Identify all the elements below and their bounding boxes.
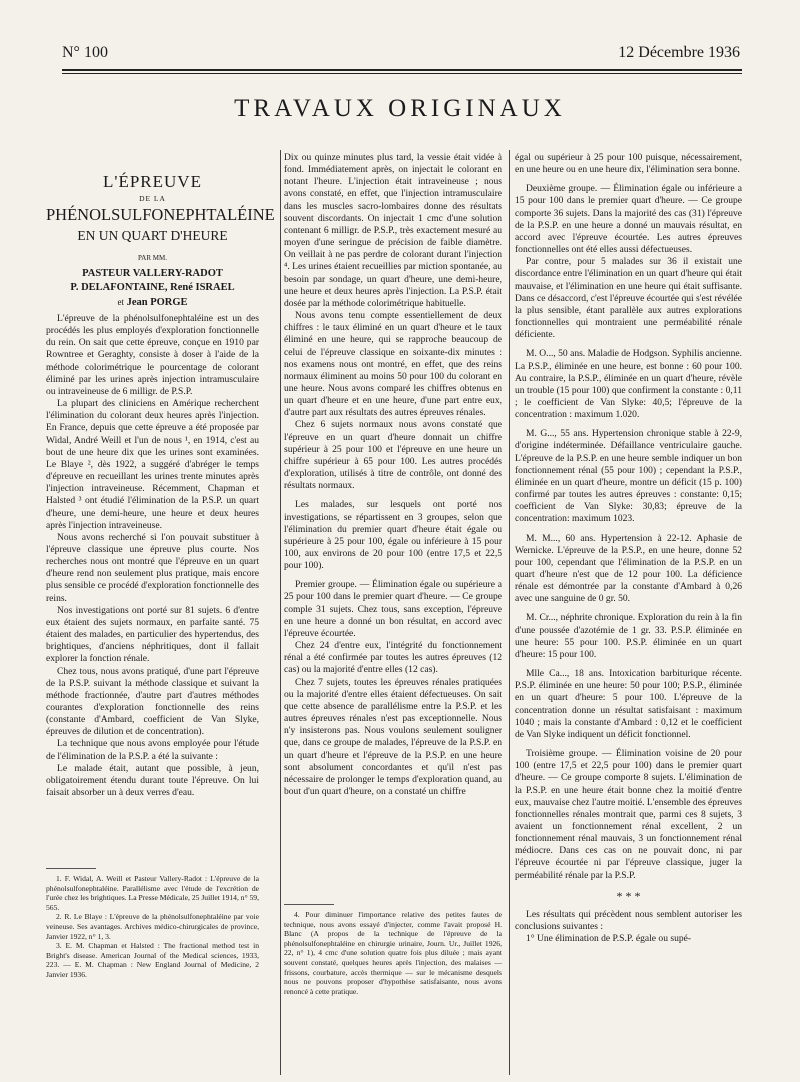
- authors: [46, 267, 259, 310]
- paragraph: Nous avons tenu compte essentiellement de deux chiffres : le taux éliminé en un quart d'heure et le taux éliminé en une heure, qui se rapproche beaucoup de celui de l'épreuve classique en soixante-dix minutes : nos examens nous ont montré, en effet, que des reins normaux éliminent au moins 50 pour 100 du colorant en une heure. Nous avons comparé les chiffres obtenus en un quart d'heure et en une heure, d'une part entre eux, d'autre part aux résultats des autres épreuves rénales.: [284, 310, 502, 419]
- header-rule-thin: [62, 73, 742, 74]
- section-title: TRAVAUX ORIGINAUX: [234, 95, 566, 122]
- paragraph: La technique que nous avons employée pour l'étude de l'élimination de la P.S.P. a été la suivante :: [46, 738, 259, 762]
- column-divider-1: [280, 150, 281, 1075]
- paragraph: L'épreuve de la phénolsulfonephtaléine est un des procédés les plus employés d'exploration fonctionnelle du rein. On sait que cette épreuve, conçue en 1910 par Rowntree et Geraghty, consiste à doser à l'aide de la méthode colorimétrique le pourcentage de colorant éliminé par les urines après injection intramusculaire ou intraveineuse de 6 milligr. de P.S.P.: [46, 313, 259, 397]
- paragraph: Chez tous, nous avons pratiqué, d'une part l'épreuve de la P.S.P. suivant la méthode classique et suivant la méthode fractionnée, d'autre part d'autres méthodes courantes d'exploration fonctionnelle des reins (constante d'Ambard, coefficient de Van Slyke, épreuves de dilution et de concentration).: [46, 665, 259, 738]
- header-rule: [62, 69, 742, 71]
- paragraph: Chez 24 d'entre eux, l'intégrité du fonctionnement rénal a été confirmée par toutes les autres épreuves (12 cas) ou la majorité d'entre elles (12 cas).: [284, 640, 502, 676]
- paragraph: Premier groupe. — Élimination égale ou supérieure a 25 pour 100 dans le premier quart d'heure. — Ce groupe comple 31 sujets. Chez tous, sans exception, l'épreuve en une heure a donné un bon résultat, en accord avec l'épreuve écourtée.: [284, 579, 502, 639]
- title-line3: EN UN QUART D'HEURE: [77, 228, 228, 243]
- paragraph: Nos investigations ont porté sur 81 sujets. 6 d'entre eux étaient des sujets normaux, en parfaite santé. 75 étaient des malades, en particulier des hypertendus, des brightiques, d'anciens néphritiques, dont il fallait explorer la fonction rénale.: [46, 604, 259, 665]
- paragraph: Par contre, pour 5 malades sur 36 il existait une discordance entre l'élimination en un quart d'heure qui était mauvaise, et l'élimination en une heure qui était suffisante. Dans ce désaccord, c'est l'épreuve écourtée qui s'est révélée la plus sensible, étant parallèle aux autres explorations fonctionnelles qui montraient une perméabilité rénale déficiente.: [515, 256, 743, 341]
- footnote-rule: [46, 868, 96, 869]
- paragraph: Deuxième groupe. — Élimination égale ou inférieure a 15 pour 100 dans le premier quart d'heure. — Ce groupe comporte 36 sujets. Dans la majorité des cas (31) l'épreuve de la P.S.P. en une heure a donné un mauvais résultat, en accord avec l'épreuve écourtée. Les autres épreuves fonctionnelles ont été elles aussi défectueuses.: [515, 183, 742, 256]
- paragraph: Les résultats qui précèdent nous semblent autoriser les conclusions suivantes :: [515, 908, 742, 932]
- footnotes-column-1: [46, 874, 259, 980]
- title-line1: L'ÉPREUVE: [103, 172, 202, 191]
- section-stars: * * *: [616, 888, 641, 903]
- paragraph: Mlle Ca..., 18 ans. Intoxication barbiturique récente. P.S.P. éliminée en une heure: 50 pour 100; P.S.P., éliminée en un quart d'heure: 5 pour 100. L'épreuve de la concentration donne un résultat satisfaisant : maximum 1040 ; mais la constante d'Ambard : 0,12 et le coefficient de Van Slyke indiquent un déficit fonctionnel.: [515, 668, 742, 740]
- footnote: 4. Pour diminuer l'importance relative des petites fautes de technique, nous avons essayé d'injecter, comme l'avait proposé H. Blanc (A propos de la technique de l'épreuve de la phénolsulfonephtaléine en chirurgie urinaire, Journ. Ur., Juillet 1926, 22, n° 1), 4 cmc d'une solution quatre fois plus diluée ; mais ayant souvent constaté, quelques heures après l'injection, des malaises — frissons, courbature, accès thermique — sur le mécanisme desquels nous ne pouvons proposer d'hypothèse satisfaisante, nous avons renoncé à cette pratique.: [284, 910, 502, 996]
- paragraph: Troisième groupe. — Élimination voisine de 20 pour 100 (entre 17,5 et 22,5 pour 100) dans le premier quart d'heure. — Ce groupe comporte 8 sujets. L'élimination de la P.S.P. en une heure était bonne chez la moitié d'entre eux, mauvaise chez l'autre moitié. L'ensemble des épreuves fonctionnelles rénales montrait que, parmi ces 8 sujets, 3 avaient un fonctionnement rénal excellent, 2 un fonctionnement rénal mauvais, 3 un fonctionnement rénal médiocre. Dans ces cas on ne pouvait donc, ni par l'épreuve écourtée ni par l'épreuve classique, juger la perméabilité rénale par la P.S.P.: [515, 748, 742, 881]
- issue-date: 12 Décembre 1936: [618, 44, 740, 61]
- page-number: N° 100: [62, 44, 108, 61]
- author-1: PASTEUR VALLERY-RADOT: [82, 268, 223, 279]
- paragraph: égal ou supérieur à 25 pour 100 puisque, nécessairement, en une heure ou en une heure dix, l'élimination sera bonne.: [515, 152, 742, 176]
- column-2-text: [284, 152, 502, 798]
- paragraph: Chez 7 sujets, toutes les épreuves rénales pratiquées ou la majorité d'entre elles étaient défectueuses. On sait que cette absence de parallélisme entre la P.S.P. et les autres épreuves rénales n'est pas exceptionnelle. Nous n'y insisterons pas. Nous voulons seulement souligner que, dans ce groupe de malades, l'épreuve de la P.S.P. en un quart d'heure et l'épreuve de la P.S.P. en une heure sont absolument concordantes et qu'il n'est pas nécessaire de prolonger le temps d'exploration quand, au bout d'un quart d'heure, on a constaté un chiffre: [284, 676, 502, 797]
- paragraph: Nous avons recherché si l'on pouvait substituer à l'épreuve classique une épreuve plus courte. Nos recherches nous ont montré que l'épreuve en un quart d'heure rend non seulement plus pratique, mais encore plus sensible ce procédé d'exploration fonctionnelle des reins.: [46, 531, 259, 604]
- title-de-la: DE LA: [139, 194, 166, 203]
- column-3-text: [515, 152, 742, 945]
- paragraph: 1° Une élimination de P.S.P. égale ou supé-: [526, 933, 692, 945]
- author-3: Jean PORGE: [126, 297, 188, 308]
- article-title-block: [46, 172, 275, 310]
- footnote-column-2: [284, 910, 502, 996]
- paragraph: M. M..., 60 ans. Hypertension à 22-12. Aphasie de Wernicke. L'épreuve de la P.S.P., en une heure, donne 52 pour 100, cependant que l'élimination de la P.S.P. en un quart d'heure n'est que de 12 pour 100. La déficience rénale est démontrée par la constante d'Ambard à 0,26 avec une sanguine de 0 gr. 50.: [515, 532, 742, 605]
- column-divider-2: [509, 150, 510, 1075]
- paragraph: La plupart des cliniciens en Amérique recherchent l'élimination du colorant deux heures après l'injection. En France, depuis que cette épreuve a été proposée par Widal, André Weill et l'un de nous ¹, en 1914, c'est au bout de une heure dix que les urines sont examinées. Le Blaye ², dès 1922, a suggéré d'abréger le temps d'épreuve en recueillant les urines trente minutes après l'injection intraveineuse. Récemment, Chapman et Halsted ³ ont étudié l'élimination de la P.S.P. un quart d'heure, une demi-heure, une heure et deux heures après l'injection intraveineuse.: [46, 398, 259, 531]
- par-label: PAR MM.: [138, 254, 167, 262]
- paragraph: M. G..., 55 ans. Hypertension chronique stable à 22-9, d'origine indéterminée. Défaillance ventriculaire gauche. L'épreuve de la P.S.P. en une heure semble indiquer un bon fonctionnement rénal (55 pour 100) ; cependant la P.S.P., éliminée en un quart d'heure, montre un déficit (15 p. 100) confirmé par toutes les autres épreuves : constante: 0,15; coefficient de Van Slyke: 30,83; épreuve de la concentration: maximum 1023.: [515, 428, 742, 525]
- column-1-text: [46, 313, 259, 799]
- paragraph: M. O..., 50 ans. Maladie de Hodgson. Syphilis ancienne. La P.S.P., éliminée en une heure, est bonne : 60 pour 100. Au contraire, la P.S.P., éliminée en un quart d'heure, révèle un trouble (15 pour 100) que confirment la constante : 0,11 ; le coefficient de Van Slyke: 40,5; l'épreuve de la concentration : maximum 1.020.: [515, 348, 742, 421]
- footnote-rule: [284, 904, 334, 905]
- title-line2: PHÉNOLSULFONEPHTALÉINE: [46, 205, 275, 224]
- paragraph: Chez 6 sujets normaux nous avons constaté que l'épreuve en un quart d'heure donnait un chiffre supérieur à 25 pour 100 et l'épreuve en une heure un chiffre supérieur à 65 pour 100. Les autres procédés d'exploration, utilisés à titre de contrôle, ont donné des résultats normaux.: [284, 419, 502, 492]
- author-et: et: [117, 297, 124, 307]
- paragraph: Le malade était, autant que possible, à jeun, obligatoirement étendu durant toute l'épreuve. On lui faisait absorber un à deux verres d'eau.: [46, 762, 259, 799]
- author-2: P. DELAFONTAINE, René ISRAEL: [70, 282, 235, 293]
- paragraph: Dix ou quinze minutes plus tard, la vessie était vidée à fond. Immédiatement après, on injectait le colorant en notant l'heure. L'injection était intraveineuse ; nous avons constaté, en effet, que l'injection intramusculaire dans les muscles sacro-lombaires donne des résultats souvent discordants. On injectait 1 cmc d'une solution contenant 6 milligr. de P.S.P., très exactement mesuré au moyen d'une seringue de précision de faible diamètre. On veillait à ne pas perdre de colorant durant l'injection ⁴. Les urines étaient recueillies par miction spontanée, au besoin par sondage, un quart d'heure, une demi-heure, une heure et deux heures après l'injection. La P.S.P. était dosée par la méthode colorimétrique habituelle.: [284, 152, 502, 309]
- footnote: 3. E. M. Chapman et Halsted : The fractional method test in Bright's disease. American Journal of the Medical sciences, 1933, 223. — E. M. Chapman : New England Journal of Medicine, 2 Janvier 1936.: [46, 941, 259, 979]
- paragraph: Les malades, sur lesquels ont porté nos investigations, se répartissent en 3 groupes, selon que l'élimination du premier quart d'heure était égale ou supérieure à 25 pour 100, égale ou inférieure à 15 pour 100, aux environs de 20 pour 100 (entre 17,5 et 22,5 pour 100).: [284, 499, 502, 572]
- footnote: 2. R. Le Blaye : L'épreuve de la phénolsulfonephtaléine par voie veineuse. Ses avantages. Archives médico-chirurgicales de province, Janvier 1922, n° 1, 3.: [46, 912, 259, 941]
- footnote: 1. F. Widal, A. Weill et Pasteur Vallery-Radot : L'épreuve de la phénolsulfonephtaléine. Parallélisme avec l'étude de l'excrétion de l'urée chez les brightiques. La Presse Médicale, 25 Juillet 1914, n° 59, 565.: [46, 874, 259, 912]
- paragraph: M. Cr..., néphrite chronique. Exploration du rein à la fin d'une poussée d'azotémie de 1 gr. 33. P.S.P. éliminée en une heure: 55 pour 100. P.S.P. éliminée en un quart d'heure: 15 pour 100.: [515, 612, 742, 660]
